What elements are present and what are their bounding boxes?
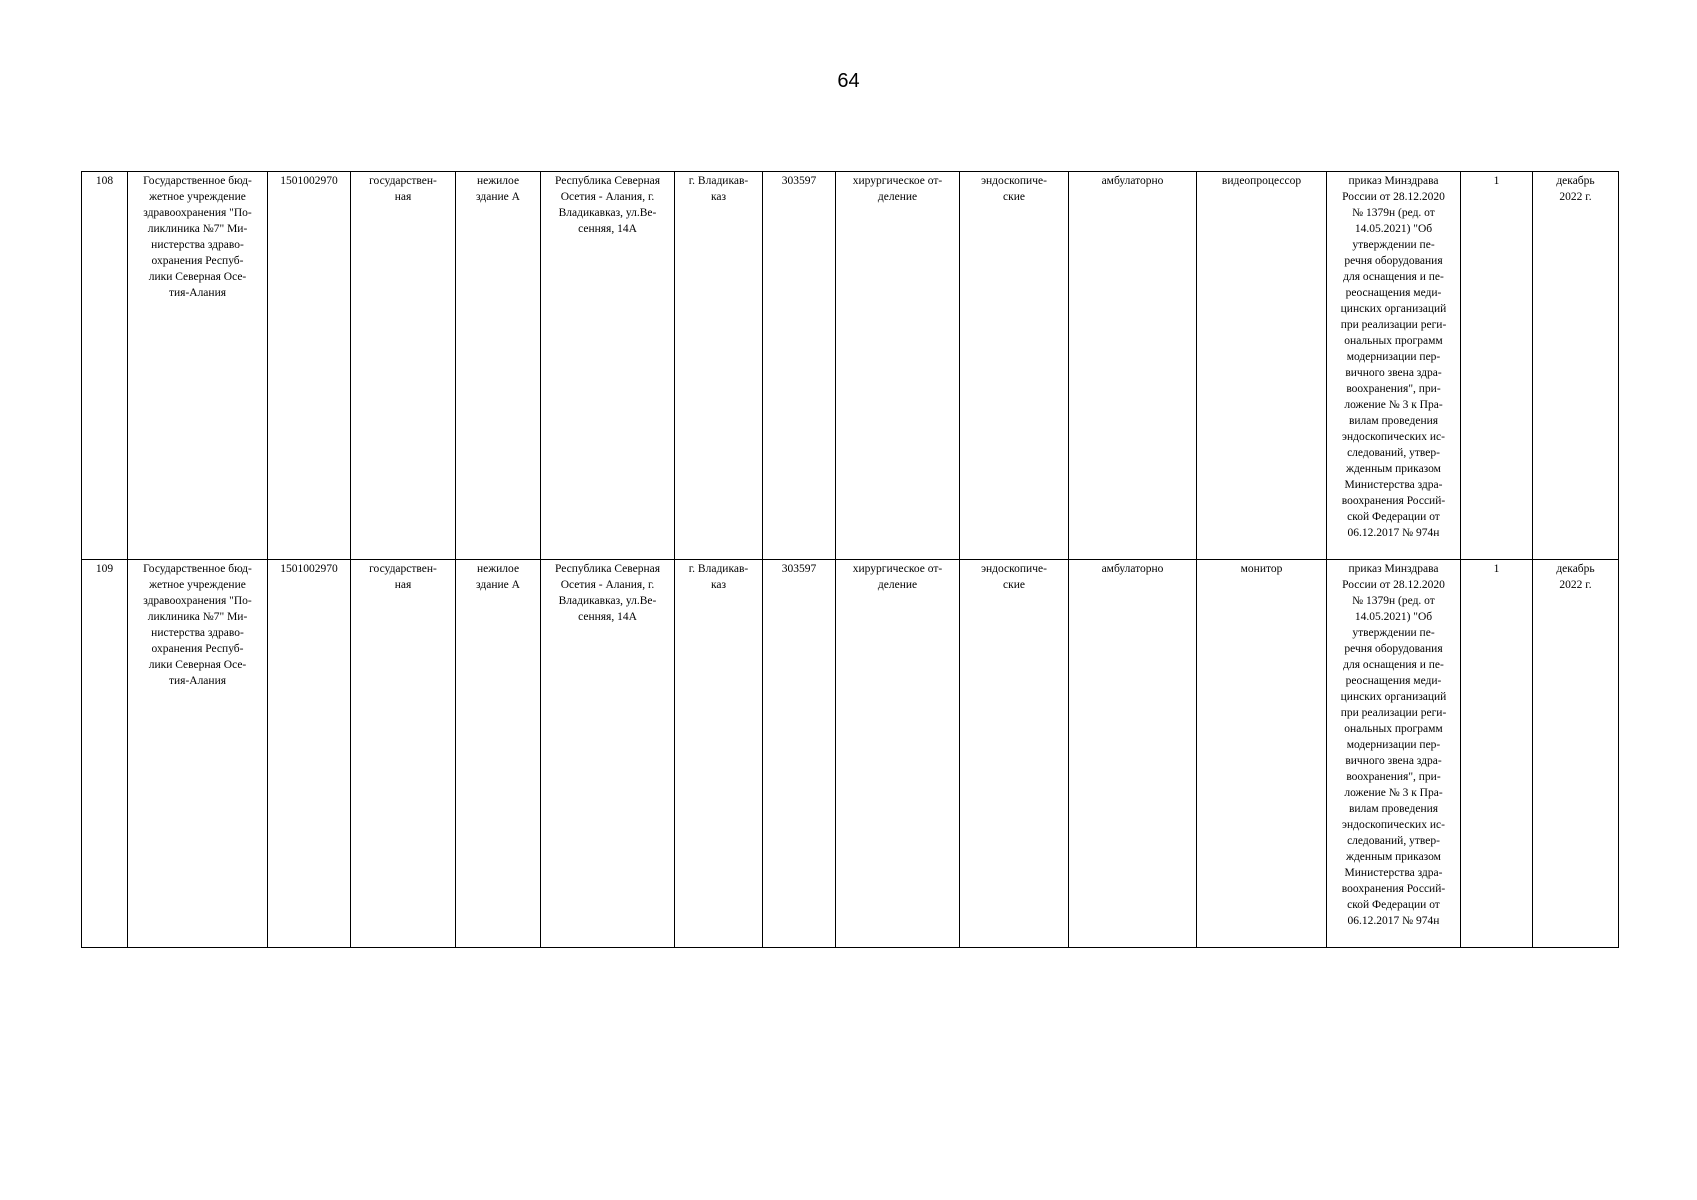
type-cell: эндоскопиче- ские bbox=[960, 560, 1069, 948]
building-cell: нежилое здание А bbox=[456, 560, 541, 948]
table-row bbox=[82, 560, 1619, 948]
condition-cell: амбулаторно bbox=[1069, 172, 1197, 560]
organization-cell: Государственное бюд- жетное учреждение здравоохранения "По- ликлиника №7" Ми- нистерства здраво- охранения Респуб- лики Северная Осе- тия-Алания bbox=[128, 560, 268, 948]
inn-cell: 1501002970 bbox=[268, 172, 351, 560]
date-cell: декабрь 2022 г. bbox=[1533, 560, 1619, 948]
address-cell: Республика Северная Осетия - Алания, г. Владикавказ, ул.Ве- сенняя, 14А bbox=[541, 172, 675, 560]
building-cell: нежилое здание А bbox=[456, 172, 541, 560]
equipment-cell: монитор bbox=[1197, 560, 1327, 948]
city-cell: г. Владикав- каз bbox=[675, 172, 763, 560]
table-row bbox=[82, 172, 1619, 560]
date-cell: декабрь 2022 г. bbox=[1533, 172, 1619, 560]
department-cell: хирургическое от- деление bbox=[836, 172, 960, 560]
ownership-cell: государствен- ная bbox=[351, 172, 456, 560]
department-cell: хирургическое от- деление bbox=[836, 560, 960, 948]
row-number-cell: 109 bbox=[82, 560, 128, 948]
quantity-cell: 1 bbox=[1461, 172, 1533, 560]
quantity-cell: 1 bbox=[1461, 560, 1533, 948]
inn-cell: 1501002970 bbox=[268, 560, 351, 948]
code-cell: 303597 bbox=[763, 560, 836, 948]
basis-cell: приказ Минздрава России от 28.12.2020 № 1379н (ред. от 14.05.2021) "Об утверждении пе- речня оборудования для оснащения и пе- реоснащения меди- цинских организаций при реализации реги- ональных программ модернизации пер- вичного звена здра- воохранения", при- ложение № 3 к Пра- вилам проведения эндоскопических ис- следований, утвер- жденным приказом Министерства здра- воохранения Россий- ской Федерации от 06.12.2017 № 974н bbox=[1327, 172, 1461, 560]
city-cell: г. Владикав- каз bbox=[675, 560, 763, 948]
code-cell: 303597 bbox=[763, 172, 836, 560]
ownership-cell: государствен- ная bbox=[351, 560, 456, 948]
type-cell: эндоскопиче- ские bbox=[960, 172, 1069, 560]
basis-cell: приказ Минздрава России от 28.12.2020 № 1379н (ред. от 14.05.2021) "Об утверждении пе- речня оборудования для оснащения и пе- реоснащения меди- цинских организаций при реализации реги- ональных программ модернизации пер- вичного звена здра- воохранения", при- ложение № 3 к Пра- вилам проведения эндоскопических ис- следований, утвер- жденным приказом Министерства здра- воохранения Россий- ской Федерации от 06.12.2017 № 974н bbox=[1327, 560, 1461, 948]
condition-cell: амбулаторно bbox=[1069, 560, 1197, 948]
row-number-cell: 108 bbox=[82, 172, 128, 560]
equipment-cell: видеопроцессор bbox=[1197, 172, 1327, 560]
page-number: 64 bbox=[837, 70, 860, 92]
address-cell: Республика Северная Осетия - Алания, г. Владикавказ, ул.Ве- сенняя, 14А bbox=[541, 560, 675, 948]
equipment-table bbox=[81, 171, 1619, 948]
organization-cell: Государственное бюд- жетное учреждение здравоохранения "По- ликлиника №7" Ми- нистерства здраво- охранения Респуб- лики Северная Осе- тия-Алания bbox=[128, 172, 268, 560]
